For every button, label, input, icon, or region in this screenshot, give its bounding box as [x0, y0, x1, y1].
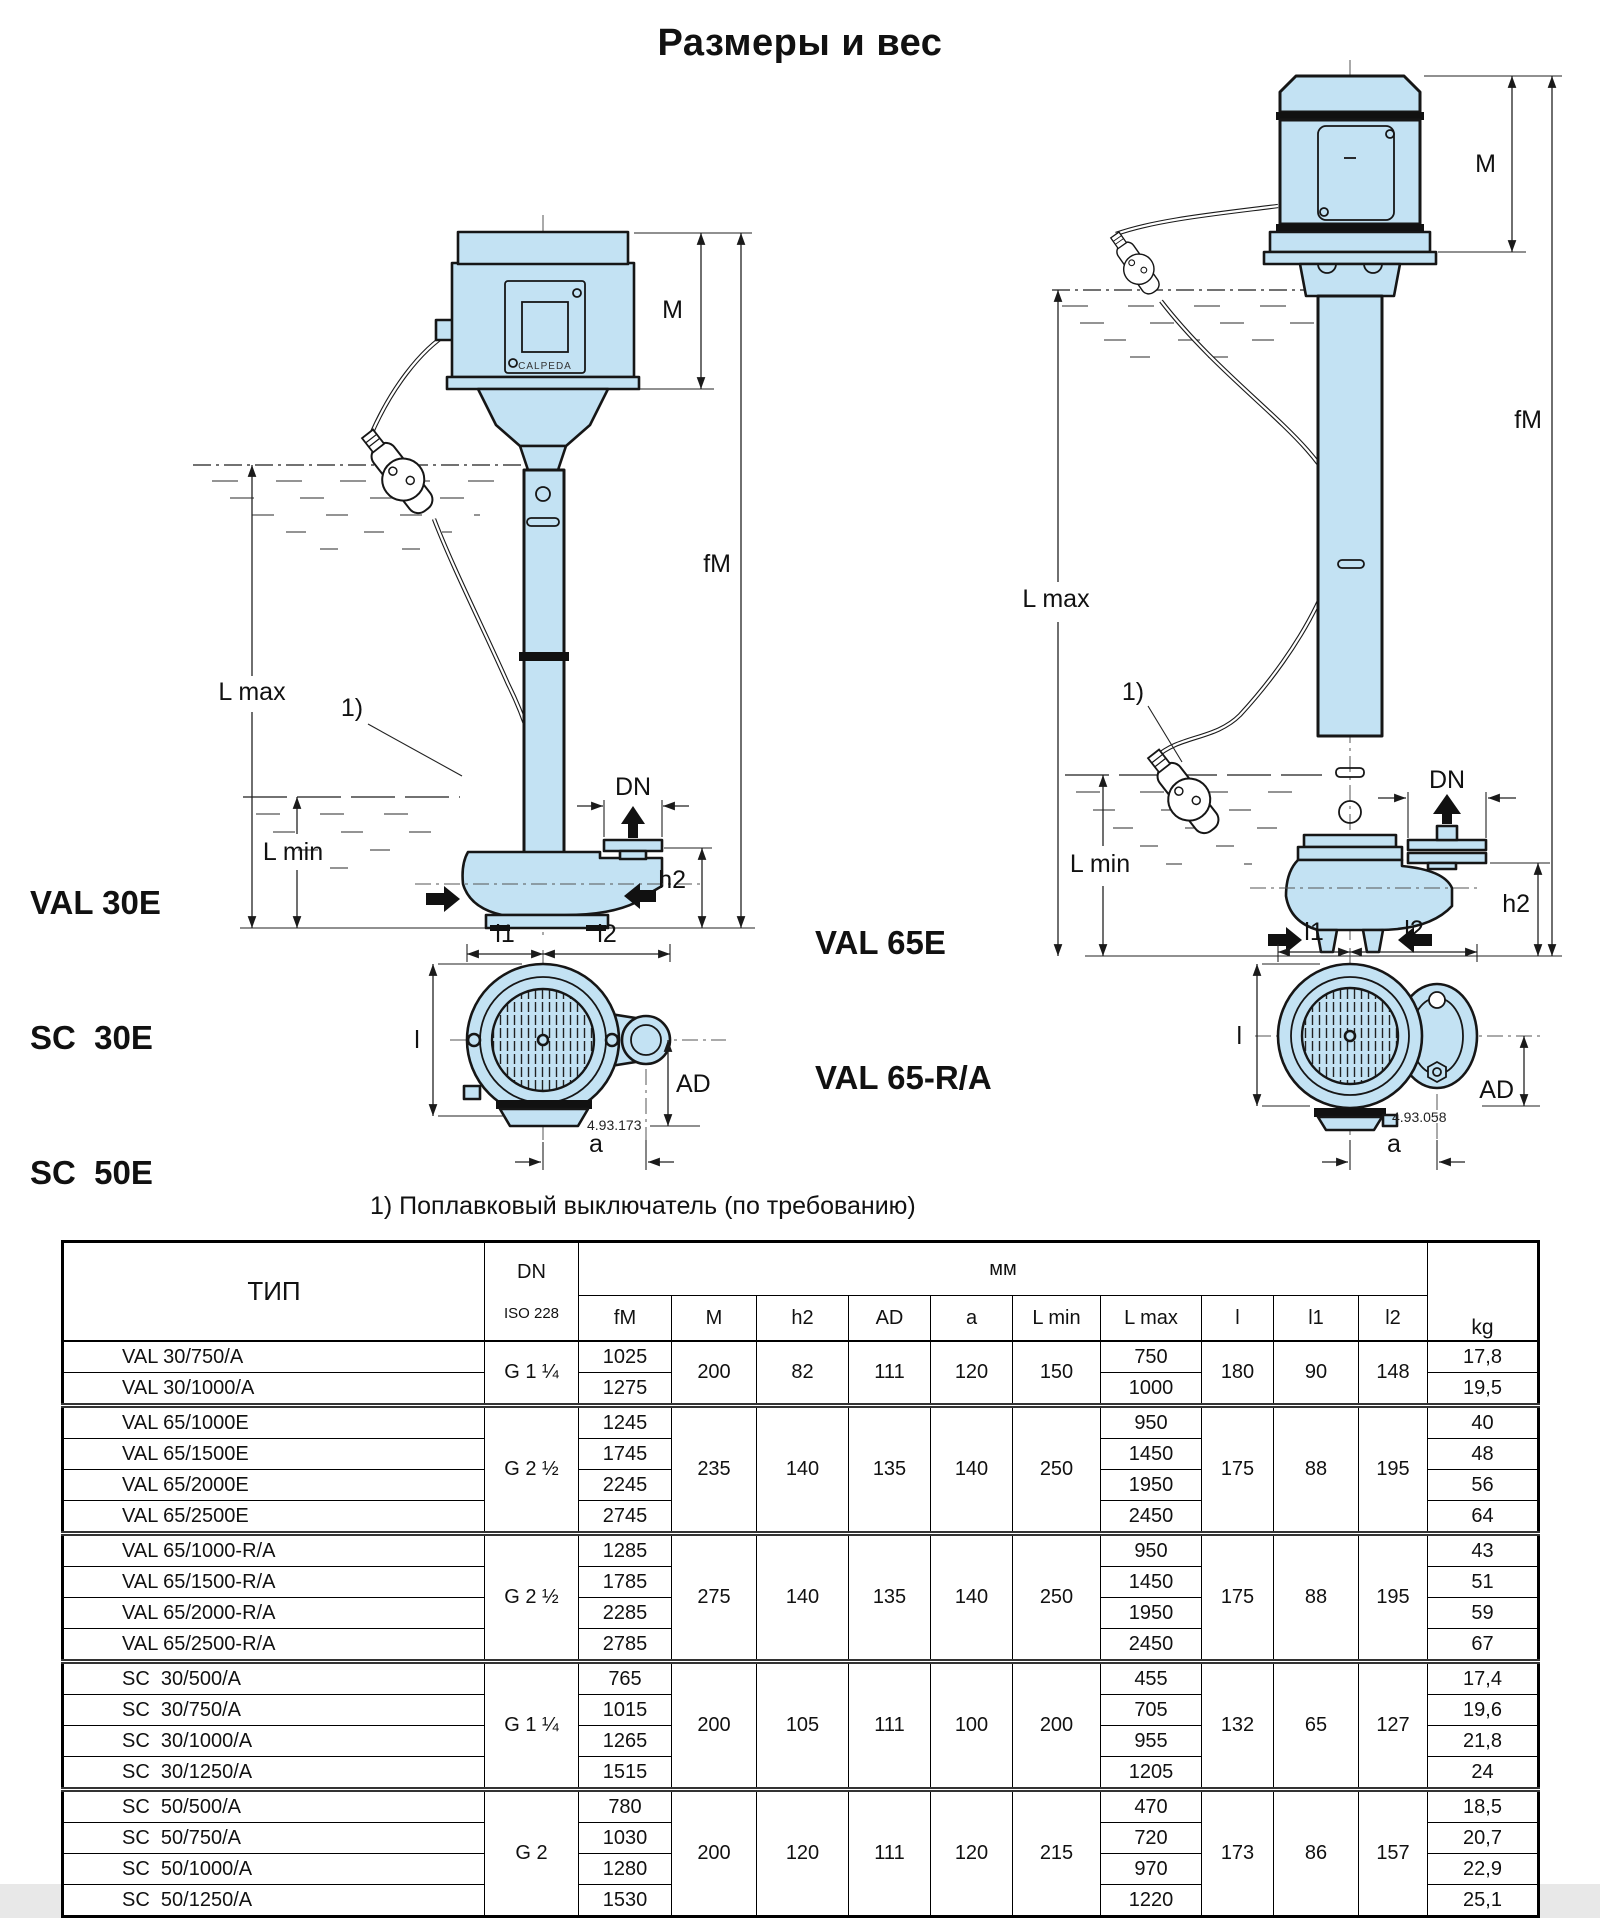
dim-label-a: a [1387, 1130, 1401, 1158]
num-cell: 1950 [1101, 1598, 1202, 1629]
header-col-h2: h2 [757, 1296, 849, 1342]
num-cell: 111 [849, 1790, 931, 1917]
float-switch [351, 421, 443, 523]
num-cell: 132 [1202, 1662, 1274, 1790]
num-cell: 25,1 [1428, 1885, 1539, 1917]
header-col-lmax: L max [1101, 1296, 1202, 1342]
num-cell: 88 [1274, 1406, 1359, 1534]
num-cell: 120 [757, 1790, 849, 1917]
num-cell: 2450 [1101, 1501, 1202, 1534]
dim-label-fm: fM [703, 550, 731, 578]
num-cell: 90 [1274, 1341, 1359, 1406]
num-cell: 135 [849, 1534, 931, 1662]
num-cell: 24 [1428, 1757, 1539, 1790]
type-cell: VAL 30/750/A [63, 1341, 485, 1373]
num-cell: 19,6 [1428, 1695, 1539, 1726]
motor [436, 232, 639, 470]
motor [1264, 76, 1436, 296]
num-cell: 2745 [579, 1501, 672, 1534]
float-ref-label: 1) [340, 694, 364, 722]
table-header [63, 1242, 1539, 1342]
num-cell: 2450 [1101, 1629, 1202, 1662]
num-cell: 1530 [579, 1885, 672, 1917]
num-cell: 765 [579, 1662, 672, 1695]
num-cell: 43 [1428, 1534, 1539, 1567]
num-cell: 200 [672, 1790, 757, 1917]
type-cell: SC 50/1000/A [63, 1854, 485, 1885]
pump-casing [1250, 794, 1486, 953]
num-cell: 215 [1013, 1790, 1101, 1917]
suction-arrow-icon [426, 886, 460, 912]
num-cell: 2245 [579, 1470, 672, 1501]
num-cell: 200 [1013, 1662, 1101, 1790]
left-model-list [30, 790, 161, 1285]
float-switch-footnote: 1) Поплавковый выключатель (по требованию) [370, 1192, 916, 1220]
num-cell: 1450 [1101, 1567, 1202, 1598]
header-kg: kg [1428, 1242, 1539, 1342]
model-label: SC 30E [30, 1019, 153, 1056]
type-cell: SC 30/1000/A [63, 1726, 485, 1757]
num-cell: 970 [1101, 1854, 1202, 1885]
num-cell: 2785 [579, 1629, 672, 1662]
model-label: VAL 65E [815, 924, 946, 961]
num-cell: 1785 [579, 1567, 672, 1598]
header-col-l: l [1202, 1296, 1274, 1342]
drawing-number: 4.93.173 [587, 1117, 642, 1133]
num-cell: 18,5 [1428, 1790, 1539, 1823]
num-cell: 64 [1428, 1501, 1539, 1534]
dim-label-lmax: L max [218, 678, 286, 706]
num-cell: 195 [1359, 1406, 1428, 1534]
type-cell: VAL 65/2000E [63, 1470, 485, 1501]
num-cell: 720 [1101, 1823, 1202, 1854]
table-row [63, 1534, 1539, 1567]
model-label: SC 50E [30, 1154, 153, 1191]
num-cell: 173 [1202, 1790, 1274, 1917]
num-cell: 105 [757, 1662, 849, 1790]
num-cell: 1015 [579, 1695, 672, 1726]
num-cell: 175 [1202, 1406, 1274, 1534]
discharge-arrow-icon [1433, 794, 1461, 814]
table-row [63, 1341, 1539, 1373]
num-cell: 1515 [579, 1757, 672, 1790]
left-bottom-view [414, 920, 726, 1170]
num-cell: 1280 [579, 1854, 672, 1885]
dn-cell: G 1 ¼ [485, 1341, 579, 1406]
num-cell: 705 [1101, 1695, 1202, 1726]
header-col-m: M [672, 1296, 757, 1342]
num-cell: 455 [1101, 1662, 1202, 1695]
dn-cell: G 2 [485, 1790, 579, 1917]
num-cell: 250 [1013, 1406, 1101, 1534]
num-cell: 111 [849, 1662, 931, 1790]
header-mm: мм [579, 1242, 1428, 1296]
header-col-l2: l2 [1359, 1296, 1428, 1342]
num-cell: 17,4 [1428, 1662, 1539, 1695]
num-cell: 135 [849, 1406, 931, 1534]
pump-column [519, 470, 569, 860]
pump-column [1318, 296, 1382, 823]
num-cell: 1265 [579, 1726, 672, 1757]
num-cell: 86 [1274, 1790, 1359, 1917]
num-cell: 1245 [579, 1406, 672, 1439]
num-cell: 17,8 [1428, 1341, 1539, 1373]
type-cell: SC 30/500/A [63, 1662, 485, 1695]
dim-label-l: l [1236, 1022, 1242, 1050]
header-col-l1: l1 [1274, 1296, 1359, 1342]
num-cell: 200 [672, 1341, 757, 1406]
dim-label-l: l [414, 1026, 420, 1054]
num-cell: 1285 [579, 1534, 672, 1567]
num-cell: 140 [931, 1406, 1013, 1534]
type-cell: VAL 65/1500E [63, 1439, 485, 1470]
type-cell: SC 50/1250/A [63, 1885, 485, 1917]
header-col-lmin: L min [1013, 1296, 1101, 1342]
table-row [63, 1790, 1539, 1823]
dn-cell: G 2 ½ [485, 1406, 579, 1534]
num-cell: 1030 [579, 1823, 672, 1854]
header-col-fm: fM [579, 1296, 672, 1342]
dn-cell: G 2 ½ [485, 1534, 579, 1662]
dim-label-l1: l1 [1304, 918, 1324, 946]
type-cell: SC 30/1250/A [63, 1757, 485, 1790]
num-cell: 250 [1013, 1534, 1101, 1662]
num-cell: 1000 [1101, 1373, 1202, 1406]
type-cell: SC 50/500/A [63, 1790, 485, 1823]
dim-label-dn: DN [614, 773, 652, 801]
num-cell: 40 [1428, 1406, 1539, 1439]
dim-label-ad: AD [676, 1070, 711, 1098]
dim-label-lmin: L min [262, 838, 324, 866]
num-cell: 1025 [579, 1341, 672, 1373]
num-cell: 88 [1274, 1534, 1359, 1662]
num-cell: 82 [757, 1341, 849, 1406]
dim-label-ad: AD [1479, 1076, 1514, 1104]
dimensions-table [61, 1240, 1540, 1918]
suction-arrow-icon [1268, 927, 1302, 953]
dim-label-m: M [662, 296, 683, 324]
num-cell: 950 [1101, 1534, 1202, 1567]
num-cell: 2285 [579, 1598, 672, 1629]
dim-label-h2: h2 [658, 866, 686, 894]
num-cell: 21,8 [1428, 1726, 1539, 1757]
num-cell: 470 [1101, 1790, 1202, 1823]
type-cell: VAL 65/1500-R/A [63, 1567, 485, 1598]
type-cell: VAL 65/2500-R/A [63, 1629, 485, 1662]
num-cell: 180 [1202, 1341, 1274, 1406]
drawing-number: 4.93.058 [1392, 1109, 1447, 1125]
header-dn-label: DN [517, 1260, 546, 1283]
page-title: Размеры и вес [657, 22, 943, 64]
num-cell: 1745 [579, 1439, 672, 1470]
dim-label-lmin: L min [1069, 850, 1131, 878]
num-cell: 22,9 [1428, 1854, 1539, 1885]
num-cell: 148 [1359, 1341, 1428, 1406]
type-cell: VAL 65/1000E [63, 1406, 485, 1439]
num-cell: 56 [1428, 1470, 1539, 1501]
num-cell: 120 [931, 1341, 1013, 1406]
model-label: VAL 65-R/A [815, 1059, 992, 1096]
dim-label-h2: h2 [1502, 890, 1530, 918]
table-row [63, 1662, 1539, 1695]
brand-label: CALPEDA [518, 361, 572, 372]
num-cell: 955 [1101, 1726, 1202, 1757]
type-cell: SC 50/750/A [63, 1823, 485, 1854]
num-cell: 67 [1428, 1629, 1539, 1662]
num-cell: 65 [1274, 1662, 1359, 1790]
num-cell: 100 [931, 1662, 1013, 1790]
cable-plug [1102, 226, 1166, 300]
num-cell: 200 [672, 1662, 757, 1790]
num-cell: 235 [672, 1406, 757, 1534]
header-iso-label: ISO 228 [503, 1304, 560, 1322]
header-type: ТИП [63, 1242, 485, 1342]
num-cell: 780 [579, 1790, 672, 1823]
num-cell: 140 [757, 1534, 849, 1662]
type-cell: SC 30/750/A [63, 1695, 485, 1726]
num-cell: 140 [931, 1534, 1013, 1662]
num-cell: 1450 [1101, 1439, 1202, 1470]
num-cell: 157 [1359, 1790, 1428, 1917]
dim-label-l1: l1 [495, 920, 515, 948]
type-cell: VAL 65/2000-R/A [63, 1598, 485, 1629]
dim-label-lmax: L max [1022, 585, 1090, 613]
float-ref-label: 1) [1121, 678, 1145, 706]
num-cell: 1205 [1101, 1757, 1202, 1790]
dn-cell: G 1 ¼ [485, 1662, 579, 1790]
type-cell: VAL 65/1000-R/A [63, 1534, 485, 1567]
table-row [63, 1406, 1539, 1439]
num-cell: 140 [757, 1406, 849, 1534]
dim-label-l2: l2 [1404, 916, 1424, 944]
num-cell: 20,7 [1428, 1823, 1539, 1854]
dim-label-m: M [1475, 150, 1496, 178]
num-cell: 1220 [1101, 1885, 1202, 1917]
type-cell: VAL 65/2500E [63, 1501, 485, 1534]
dim-label-dn: DN [1428, 766, 1466, 794]
header-dn [485, 1242, 579, 1342]
dim-label-a: a [589, 1130, 603, 1158]
num-cell: 120 [931, 1790, 1013, 1917]
num-cell: 750 [1101, 1341, 1202, 1373]
water-level-max [193, 465, 550, 549]
num-cell: 127 [1359, 1662, 1428, 1790]
dim-label-l2: l2 [597, 920, 617, 948]
num-cell: 950 [1101, 1406, 1202, 1439]
type-cell: VAL 30/1000/A [63, 1373, 485, 1406]
right-bottom-view [1236, 916, 1542, 1170]
num-cell: 48 [1428, 1439, 1539, 1470]
num-cell: 1950 [1101, 1470, 1202, 1501]
left-pump-figure [193, 215, 755, 935]
num-cell: 19,5 [1428, 1373, 1539, 1406]
num-cell: 150 [1013, 1341, 1101, 1406]
num-cell: 195 [1359, 1534, 1428, 1662]
dim-label-fm: fM [1514, 406, 1542, 434]
num-cell: 51 [1428, 1567, 1539, 1598]
num-cell: 59 [1428, 1598, 1539, 1629]
model-label: VAL 30E [30, 884, 161, 921]
discharge-arrow-icon [621, 806, 645, 824]
right-model-list [815, 830, 992, 1190]
num-cell: 111 [849, 1341, 931, 1406]
header-col-a: a [931, 1296, 1013, 1342]
num-cell: 275 [672, 1534, 757, 1662]
num-cell: 1275 [579, 1373, 672, 1406]
right-pump-figure [1022, 60, 1562, 956]
num-cell: 175 [1202, 1534, 1274, 1662]
header-col-ad: AD [849, 1296, 931, 1342]
